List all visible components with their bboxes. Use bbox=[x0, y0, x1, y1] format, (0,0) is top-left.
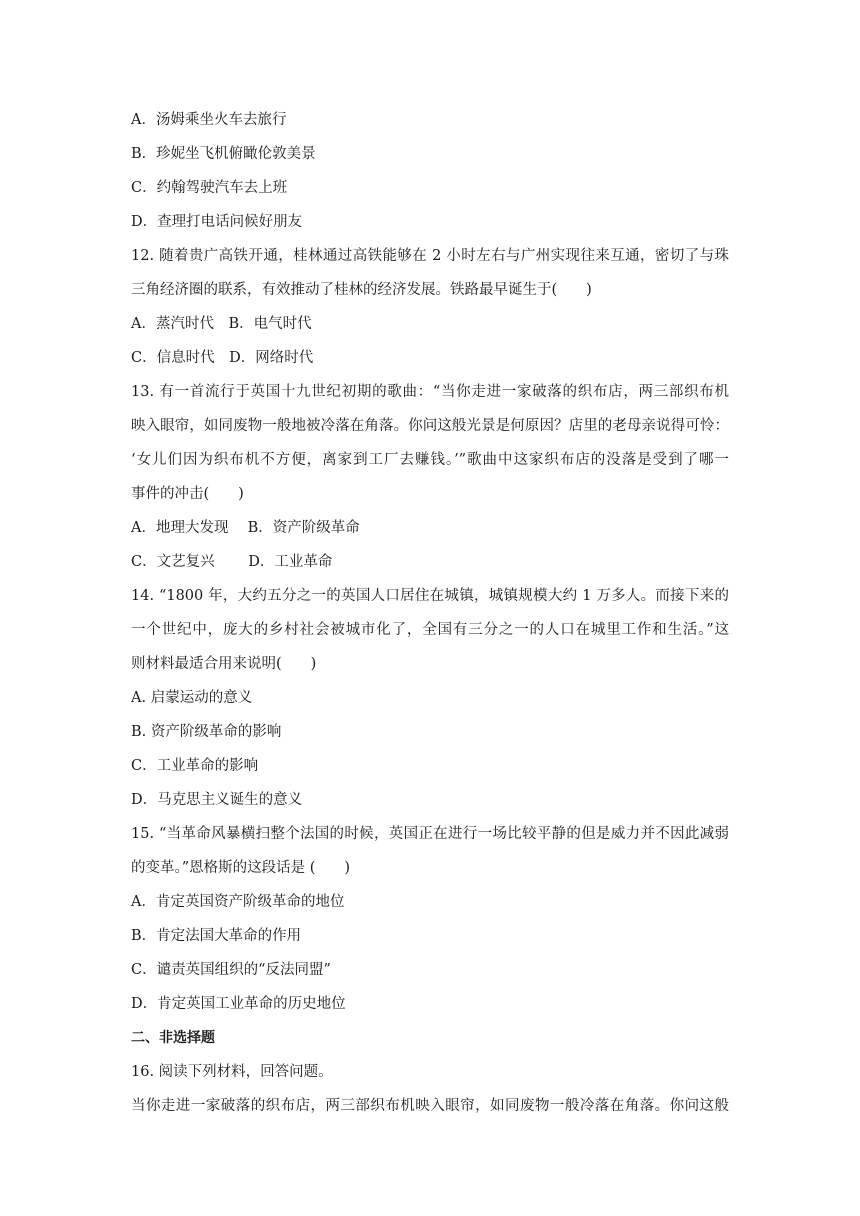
q14-option-b: B. 资产阶级革命的影响 bbox=[131, 724, 282, 740]
q12-stem-line: 三角经济圈的联系，有效推动了桂林的经济发展。铁路最早诞生于( ) bbox=[131, 282, 592, 298]
q11-option-c: C．约翰驾驶汽车去上班 bbox=[131, 180, 288, 196]
q12-options-ab: A．蒸汽时代 B．电气时代 bbox=[131, 316, 312, 332]
q14-option-a: A. 启蒙运动的意义 bbox=[131, 690, 253, 706]
q16-stem-line: 16. 阅读下列材料，回答问题。 bbox=[131, 1064, 333, 1080]
q13-stem-line: 事件的冲击( ) bbox=[131, 486, 244, 502]
q11-option-a: A．汤姆乘坐火车去旅行 bbox=[131, 112, 287, 128]
q15-stem-line: 15. “当革命风暴横扫整个法国的时候，英国正在进行一场比较平静的但是威力并不因此减弱 bbox=[131, 826, 729, 842]
q13-stem-line: ‘女儿们因为织布机不方便，离家到工厂去赚钱。’”歌曲中这家织布店的没落是受到了哪一 bbox=[131, 452, 729, 468]
q14-stem-line: 一个世纪中，庞大的乡村社会被城市化了，全国有三分之一的人口在城里工作和生活。”这 bbox=[131, 622, 729, 638]
q13-options-ab: A．地理大发现 B．资产阶级革命 bbox=[131, 520, 360, 536]
q16-material-line: 当你走进一家破落的织布店，两三部织布机映入眼帘，如同废物一般冷落在角落。你问这般 bbox=[131, 1098, 729, 1114]
q15-option-a: A．肯定英国资产阶级革命的地位 bbox=[131, 894, 345, 910]
q13-stem-line: 映入眼帘，如同废物一般地被冷落在角落。你问这般光景是何原因？店里的老母亲说得可怜： bbox=[131, 418, 729, 434]
q13-stem-line: 13. 有一首流行于英国十九世纪初期的歌曲：“当你走进一家破落的织布店，两三部织布机 bbox=[131, 384, 729, 400]
section-heading: 二、非选择题 bbox=[131, 1030, 215, 1046]
q15-stem-line: 的变革。”恩格斯的这段话是 ( ) bbox=[131, 860, 351, 876]
q14-stem-line: 则材料最适合用来说明( ) bbox=[131, 656, 317, 672]
q12-options-cd: C．信息时代 D．网络时代 bbox=[131, 350, 314, 366]
q12-stem-line: 12. 随着贵广高铁开通，桂林通过高铁能够在 2 小时左右与广州实现往来互通，密切了与珠 bbox=[131, 248, 729, 264]
q11-option-d: D．查理打电话问候好朋友 bbox=[131, 214, 303, 230]
q15-option-b: B．肯定法国大革命的作用 bbox=[131, 928, 302, 944]
q15-option-d: D．肯定英国工业革命的历史地位 bbox=[131, 996, 346, 1012]
q13-options-cd: C．文艺复兴 D．工业革命 bbox=[131, 554, 333, 570]
q15-option-c: C．谴责英国组织的“反法同盟” bbox=[131, 962, 331, 978]
q14-option-c: C．工业革命的影响 bbox=[131, 758, 259, 774]
q14-stem-line: 14. “1800 年，大约五分之一的英国人口居住在城镇，城镇规模大约 1 万多人。而接下来的 bbox=[131, 588, 729, 604]
q11-option-b: B．珍妮坐飞机俯瞰伦敦美景 bbox=[131, 146, 316, 162]
q14-option-d: D．马克思主义诞生的意义 bbox=[131, 792, 303, 808]
